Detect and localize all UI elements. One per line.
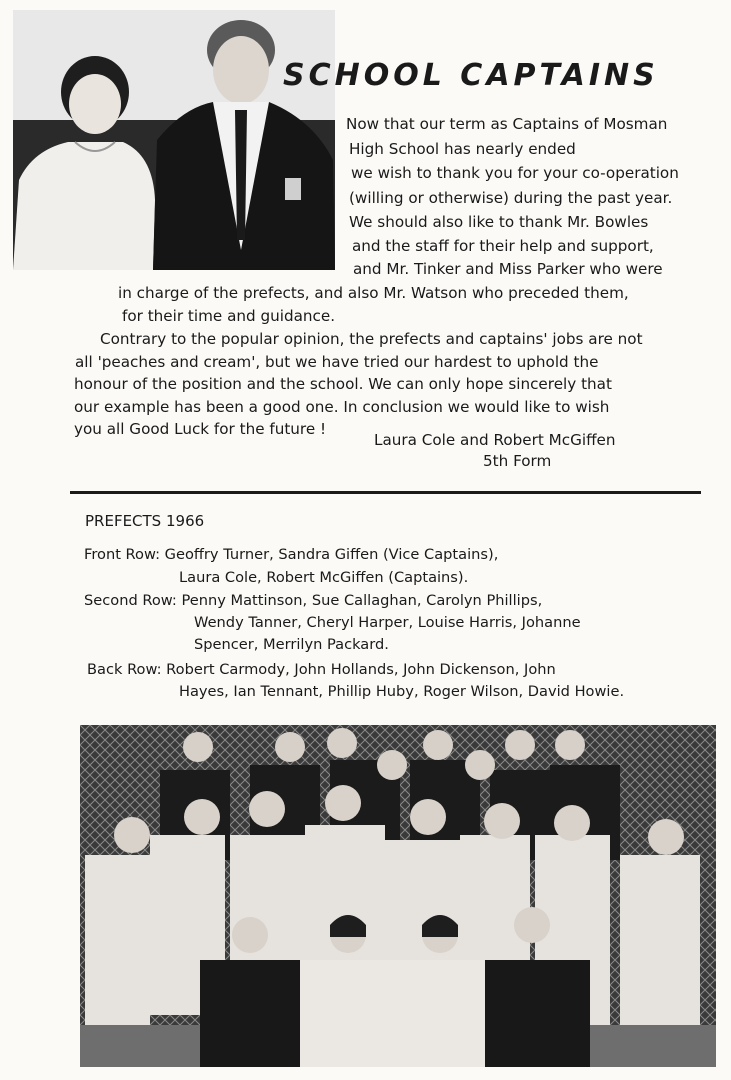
letter-line: we wish to thank you for your co-operation: [351, 164, 679, 182]
letter-line: (willing or otherwise) during the past year.: [349, 189, 673, 207]
signature: Laura Cole and Robert McGiffen: [374, 431, 616, 449]
second-row-line: Wendy Tanner, Cheryl Harper, Louise Harris, Johanne: [194, 614, 581, 631]
captains-photo: [13, 10, 335, 270]
front-row-line: Front Row: Geoffry Turner, Sandra Giffen (Vice Captains),: [84, 546, 499, 563]
letter-line: Contrary to the popular opinion, the prefects and captains' jobs are not: [100, 330, 643, 348]
back-row-line: Hayes, Ian Tennant, Phillip Huby, Roger Wilson, David Howie.: [179, 683, 625, 700]
divider: [70, 491, 701, 494]
prefects-group-photo: [80, 725, 716, 1067]
letter-line: for their time and guidance.: [122, 307, 336, 325]
letter-line: High School has nearly ended: [349, 140, 576, 158]
letter-line: our example has been a good one. In conclusion we would like to wish: [74, 398, 610, 416]
letter-line: Now that our term as Captains of Mosman: [346, 115, 668, 133]
second-row-line: Spencer, Merrilyn Packard.: [194, 636, 389, 653]
letter-line: We should also like to thank Mr. Bowles: [349, 213, 649, 231]
signature-form: 5th Form: [483, 452, 552, 470]
prefects-title: PREFECTS 1966: [85, 512, 205, 530]
letter-line: all 'peaches and cream', but we have tried our hardest to uphold the: [75, 353, 599, 371]
page-heading: SCHOOL CAPTAINS: [283, 58, 659, 93]
letter-line: and the staff for their help and support,: [352, 237, 654, 255]
letter-line: you all Good Luck for the future !: [74, 420, 327, 438]
front-row-line: Laura Cole, Robert McGiffen (Captains).: [179, 569, 469, 586]
letter-line: and Mr. Tinker and Miss Parker who were: [353, 260, 663, 278]
letter-line: in charge of the prefects, and also Mr. Watson who preceded them,: [118, 284, 629, 302]
back-row-line: Back Row: Robert Carmody, John Hollands, John Dickenson, John: [87, 661, 556, 678]
letter-line: honour of the position and the school. We can only hope sincerely that: [74, 375, 612, 393]
second-row-line: Second Row: Penny Mattinson, Sue Callaghan, Carolyn Phillips,: [84, 592, 543, 609]
